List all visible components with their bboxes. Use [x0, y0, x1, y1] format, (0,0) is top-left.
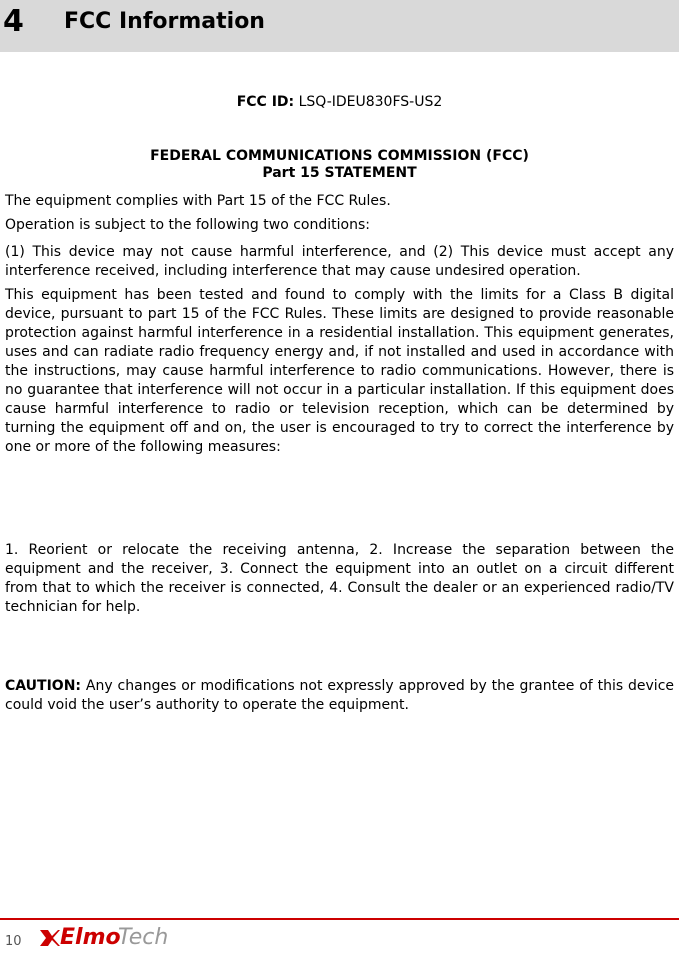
paragraph-compliance: The equipment complies with Part 15 of the FCC Rules. [5, 193, 391, 209]
elmotech-logo [38, 925, 183, 951]
section-number: 4 [3, 4, 24, 39]
fcc-id-label: FCC ID: [236, 94, 295, 110]
section-header [0, 0, 679, 52]
logo-text-elmo: Elmo [60, 925, 121, 950]
fcc-id-line [5, 93, 674, 112]
fcc-id-value: LSQ-IDEU830FS-US2 [298, 94, 443, 110]
statement-heading: Part 15 STATEMENT [262, 165, 417, 181]
logo-text-tech: Tech [118, 925, 169, 950]
footer-divider [0, 918, 679, 920]
caution-text: Any changes or modifications not expressly approved by the grantee of this device could void the user’s authority to operate the equipment. [5, 678, 675, 713]
logo-mark-icon [38, 925, 60, 951]
paragraph-conditions: (1) This device may not cause harmful interference, and (2) This device must accept any interference received, including interference that may cause undesired operation. [5, 244, 674, 279]
caution-paragraph [5, 677, 674, 715]
paragraph-measures: 1. Reorient or relocate the receiving antenna, 2. Increase the separation between the equipment and the receiver, 3. Connect the equipment into an outlet on a circuit different from that to which the receiver is connected, 4. Consult the dealer or an experienced radio/TV technician for help. [5, 542, 674, 615]
agency-heading: FEDERAL COMMUNICATIONS COMMISSION (FCC) [150, 148, 529, 164]
section-title: FCC Information [64, 9, 265, 34]
paragraph-conditions-intro: Operation is subject to the following two conditions: [5, 217, 370, 233]
paragraph-class-b: This equipment has been tested and found to comply with the limits for a Class B digital device, pursuant to part 15 of the FCC Rules. These limits are designed to provide reasonable protection against harmful interference in a residential installation. This equipment generates, uses and can radiate radio frequency energy and, if not installed and used in accordance with the instructions, may cause harmful interference to radio communications. However, there is no guarantee that interference will not occur in a particular installation. If this equipment does cause harmful interference to radio or television reception, which can be determined by turning the equipment off and on, the user is encouraged to try to correct the interference by one or more of the following measures: [5, 287, 674, 455]
page-number: 10 [5, 934, 22, 949]
caution-label: CAUTION: [5, 678, 82, 694]
